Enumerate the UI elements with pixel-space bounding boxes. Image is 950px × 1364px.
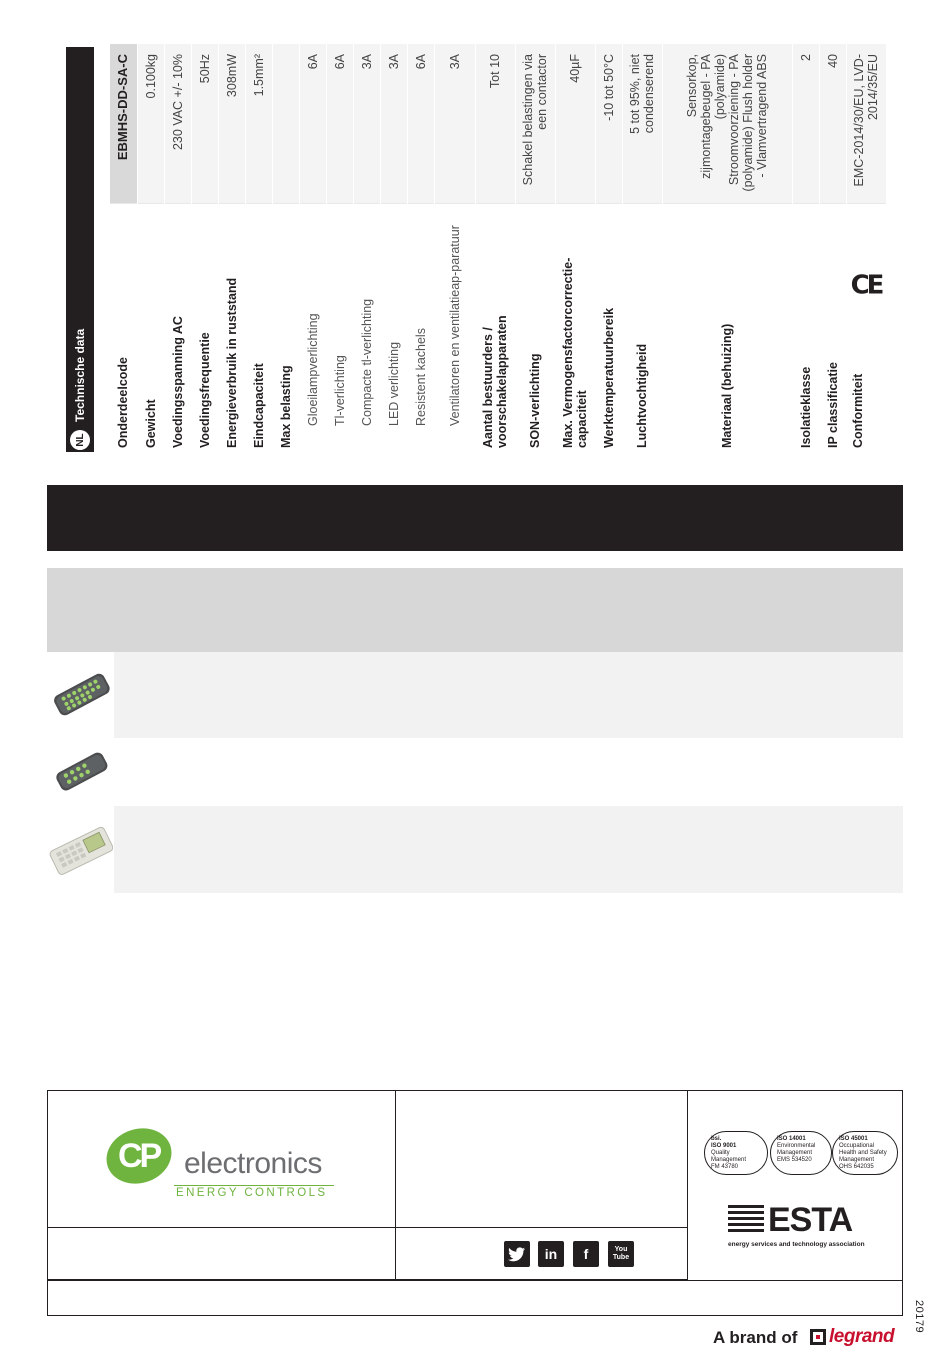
row-value: -10 tot 50°C bbox=[595, 44, 622, 204]
table-row bbox=[164, 44, 191, 452]
table-row bbox=[191, 44, 218, 452]
language-badge: NL bbox=[70, 430, 90, 450]
table-row bbox=[622, 44, 662, 452]
remote-control-image bbox=[47, 652, 114, 738]
document-number: 20179 bbox=[913, 1300, 925, 1334]
table-row bbox=[792, 44, 819, 452]
cp-logo-letters: CP bbox=[118, 1137, 160, 1175]
esta-subtitle: energy services and technology association bbox=[728, 1241, 865, 1248]
twitter-icon[interactable] bbox=[504, 1241, 530, 1267]
row-label: Max belasting bbox=[272, 204, 299, 453]
row-value: 3A bbox=[353, 44, 380, 204]
table-row bbox=[326, 44, 353, 452]
table-row bbox=[475, 44, 515, 452]
brand-prefix: A brand of bbox=[713, 1328, 798, 1347]
row-value: 6A bbox=[407, 44, 434, 204]
footer-social-cell bbox=[396, 1228, 688, 1280]
row-value: 6A bbox=[299, 44, 326, 204]
row-label bbox=[846, 204, 886, 453]
iso-9001-badge bbox=[704, 1131, 768, 1175]
cp-logo-electronics: electronics bbox=[184, 1147, 322, 1180]
legrand-wordmark: legrand bbox=[829, 1326, 895, 1347]
row-value: 308mW bbox=[218, 44, 245, 204]
footer-bottom-cell bbox=[48, 1280, 903, 1316]
iso-standard: ISO 9001 bbox=[711, 1143, 737, 1149]
row-label: Ventilatoren en ventilatieap-paratuur bbox=[434, 204, 475, 453]
table-row bbox=[137, 44, 164, 452]
table-row bbox=[110, 44, 137, 452]
row-label: Gewicht bbox=[137, 204, 164, 453]
table-row bbox=[272, 44, 299, 452]
handset-image bbox=[47, 806, 114, 893]
table-row bbox=[595, 44, 622, 452]
row-value: EBMHS-DD-SA-C bbox=[110, 44, 137, 204]
row-value: 50Hz bbox=[191, 44, 218, 204]
row-value: 6A bbox=[326, 44, 353, 204]
row-value: 230 VAC +/- 10% bbox=[164, 44, 191, 204]
table-row bbox=[380, 44, 407, 452]
iso-standard: ISO 45001 bbox=[839, 1136, 868, 1142]
table-row bbox=[299, 44, 326, 452]
row-value bbox=[272, 44, 299, 204]
iso-certificate: OHS 642035 bbox=[839, 1164, 874, 1170]
row-value: 0.100kg bbox=[137, 44, 164, 204]
facebook-icon[interactable]: f bbox=[573, 1241, 599, 1267]
row-label: SON-verlichting bbox=[515, 204, 555, 453]
iso-certificate: FM 43780 bbox=[711, 1164, 739, 1170]
row-value: 2 bbox=[792, 44, 819, 204]
technical-data-table bbox=[110, 44, 887, 452]
table-row bbox=[515, 44, 555, 452]
footer-box bbox=[47, 1090, 903, 1316]
legrand-logo bbox=[810, 1325, 894, 1349]
row-value: Sensorkop, zijmontagebeugel - PA (polyamide) Stroomvoorziening - PA (polyamide) Flush holder - Vlamvertragend ABS bbox=[662, 44, 792, 204]
row-value: Tot 10 bbox=[475, 44, 515, 204]
iso-14001-badge bbox=[770, 1131, 832, 1175]
table-row bbox=[434, 44, 475, 452]
programming-handset-icon bbox=[49, 824, 113, 876]
row-label-text: Conformiteit bbox=[851, 373, 865, 448]
accessory-row bbox=[47, 806, 903, 893]
ir-remote-icon bbox=[50, 747, 112, 797]
ce-mark-icon: CE bbox=[850, 270, 882, 301]
row-label: Isolatieklasse bbox=[792, 204, 819, 453]
cp-logo-tagline: ENERGY CONTROLS bbox=[176, 1187, 328, 1199]
row-label: Max. Vermogensfactorcorrectie-capaciteit bbox=[555, 204, 595, 453]
row-label: Resistent kachels bbox=[407, 204, 434, 453]
footer-logo-cell bbox=[48, 1091, 396, 1228]
row-label: Gloeilampverlichting bbox=[299, 204, 326, 453]
row-label: IP classificatie bbox=[819, 204, 846, 453]
youtube-icon[interactable]: You Tube bbox=[608, 1241, 634, 1267]
row-label: Aantal bestuurders / voorschakelapparaten bbox=[475, 204, 515, 453]
footer-address-cell bbox=[48, 1228, 396, 1280]
iso-45001-badge bbox=[832, 1131, 898, 1175]
row-value: 40 bbox=[819, 44, 846, 204]
black-section-band bbox=[47, 485, 903, 551]
table-row bbox=[662, 44, 792, 452]
row-value: 3A bbox=[380, 44, 407, 204]
remote-control-image bbox=[47, 738, 114, 806]
row-label: Materiaal (behuizing) bbox=[662, 204, 792, 453]
iso-description: Environmental Management bbox=[777, 1143, 816, 1156]
row-label: LED verlichting bbox=[380, 204, 407, 453]
row-label: Voedingsspanning AC bbox=[164, 204, 191, 453]
footer-cert-cell bbox=[688, 1091, 903, 1280]
row-value: 1.5mm² bbox=[245, 44, 272, 204]
table-row bbox=[245, 44, 272, 452]
row-label: Tl-verlichting bbox=[326, 204, 353, 453]
row-label: Werktemperatuurbereik bbox=[595, 204, 622, 453]
table-row bbox=[218, 44, 245, 452]
bsi-mark: bsi. bbox=[711, 1136, 722, 1142]
technical-data-header bbox=[66, 47, 94, 452]
iso-description: Occupational Health and Safety Management bbox=[839, 1143, 887, 1163]
esta-wordmark: ESTA bbox=[768, 1201, 853, 1239]
iso-standard: ISO 14001 bbox=[777, 1136, 806, 1142]
table-row bbox=[819, 44, 846, 452]
cp-electronics-logo bbox=[106, 1127, 336, 1197]
row-value: 5 tot 95%, niet condenserend bbox=[622, 44, 662, 204]
row-label: Compacte tl-verlichting bbox=[353, 204, 380, 453]
table-row bbox=[353, 44, 380, 452]
footer-contact-cell bbox=[396, 1091, 688, 1228]
row-value: 40µF bbox=[555, 44, 595, 204]
accessory-row bbox=[47, 738, 903, 806]
grey-section-band bbox=[47, 568, 903, 652]
row-value: 3A bbox=[434, 44, 475, 204]
accessory-description bbox=[114, 652, 903, 738]
legrand-icon bbox=[810, 1329, 826, 1345]
technical-data-panel bbox=[66, 47, 882, 452]
row-label: Luchtvochtigheid bbox=[622, 204, 662, 453]
technical-data-title: Technische data bbox=[73, 328, 87, 422]
accessory-row bbox=[47, 652, 903, 738]
iso-certificate: EMS 534520 bbox=[777, 1157, 812, 1163]
cp-logo-divider bbox=[174, 1185, 334, 1186]
esta-logo bbox=[728, 1199, 868, 1249]
table-row bbox=[407, 44, 434, 452]
table-row bbox=[846, 44, 886, 452]
row-label: Voedingsfrequentie bbox=[191, 204, 218, 453]
table-row bbox=[555, 44, 595, 452]
row-label: Eindcapaciteit bbox=[245, 204, 272, 453]
linkedin-icon[interactable]: in bbox=[538, 1241, 564, 1267]
row-label: Onderdeelcode bbox=[110, 204, 137, 453]
row-value: Schakel belastingen via een contactor bbox=[515, 44, 555, 204]
iso-description: Quality Management bbox=[711, 1150, 747, 1163]
accessory-description bbox=[114, 806, 903, 893]
row-value: EMC-2014/30/EU, LVD-2014/35/EU bbox=[846, 44, 886, 204]
accessory-description bbox=[114, 738, 903, 806]
ir-remote-icon bbox=[50, 670, 112, 720]
row-label: Energieverbruik in ruststand bbox=[218, 204, 245, 453]
